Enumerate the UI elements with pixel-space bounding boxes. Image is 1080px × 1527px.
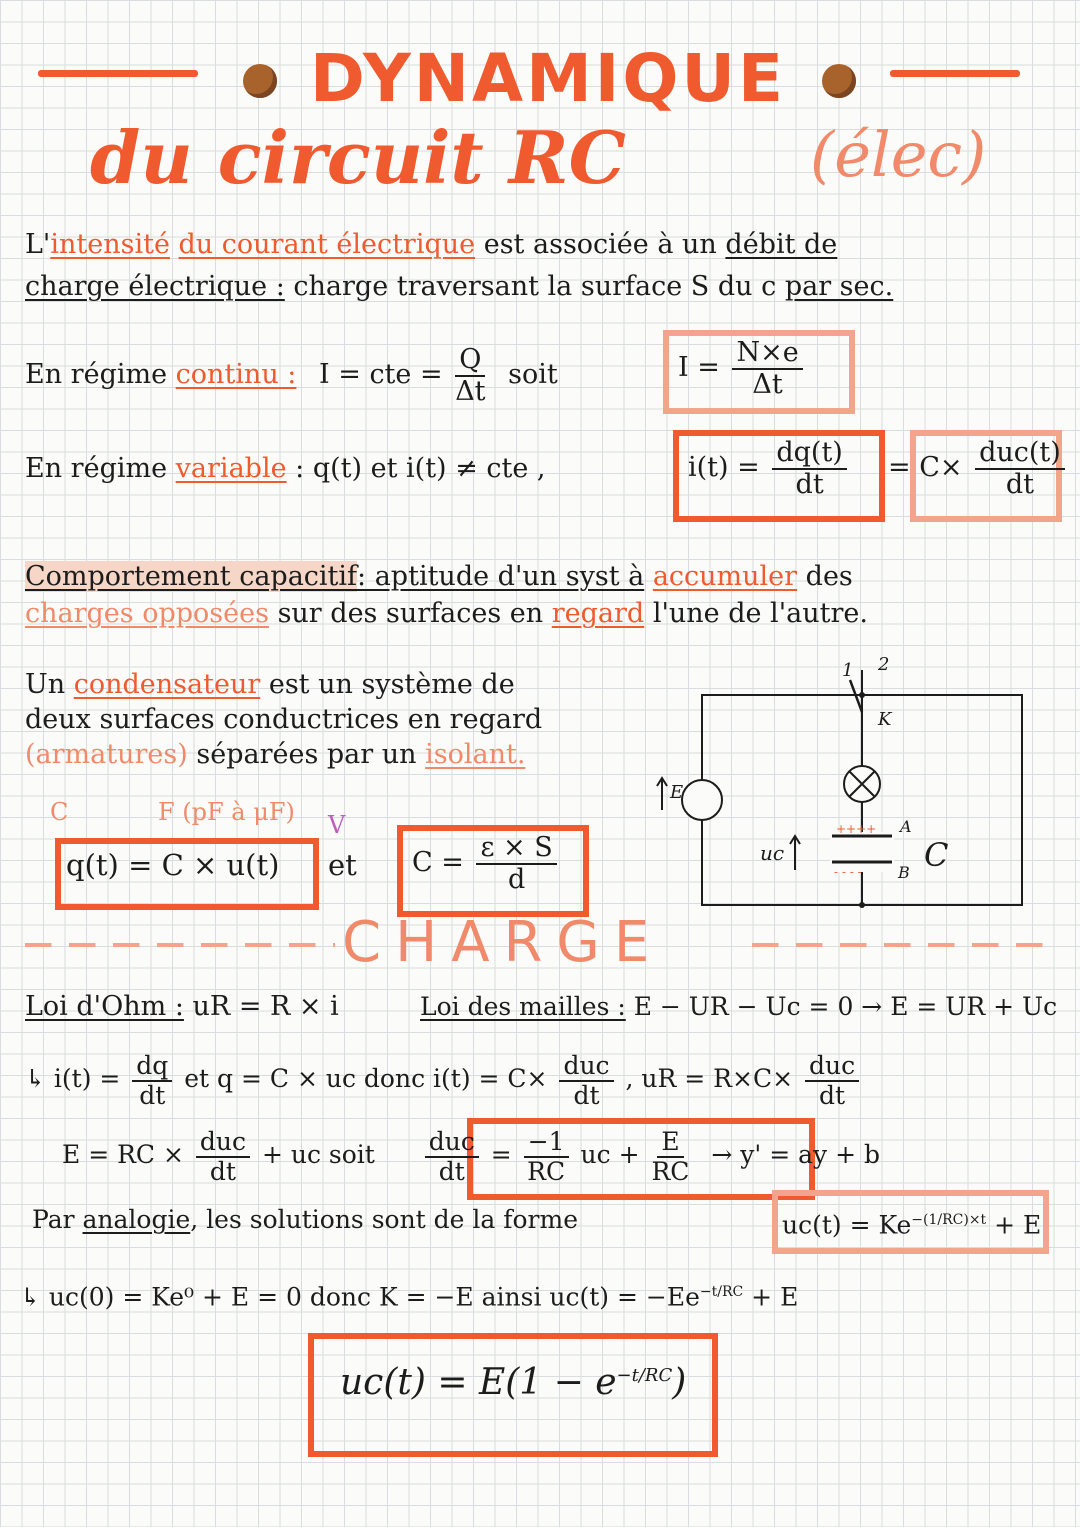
denominator: dt: [139, 1080, 166, 1110]
capacitif-line-1: [25, 560, 853, 594]
fraction: [132, 1052, 172, 1109]
term-charges: charges opposées: [25, 598, 269, 629]
numerator: dq(t): [772, 438, 847, 470]
text: sur des surfaces en: [277, 598, 544, 629]
fraction: [559, 1052, 613, 1109]
label: En régime: [25, 453, 168, 484]
lhs: = C×: [888, 452, 963, 484]
section-divider-left: [25, 943, 335, 947]
denominator: RC: [527, 1156, 566, 1186]
regime-continu: [25, 345, 558, 406]
denominator: RC: [651, 1156, 690, 1186]
formula-variable-2: [888, 438, 1069, 499]
intro-text: L': [25, 229, 51, 260]
denominator: dt: [438, 1156, 465, 1186]
numerator: N×e: [732, 338, 802, 370]
formula-et: et: [328, 848, 357, 882]
formula-q: q(t) = C × u(t): [66, 848, 280, 882]
uc-label: uc: [760, 841, 785, 865]
text: + E: [994, 1210, 1042, 1240]
annotation-c: C: [50, 798, 69, 826]
condensateur-line-1: [25, 668, 515, 702]
condensateur-line-3: [25, 738, 525, 772]
fraction: [425, 1128, 479, 1185]
formula: I = cte =: [318, 359, 443, 391]
plate-charges-minus: - - - -: [834, 865, 862, 879]
intro-line-2: [25, 270, 893, 304]
label: En régime: [25, 359, 168, 391]
term-analogie: analogie: [82, 1205, 191, 1234]
text: ↳ uc(0) = Ke⁰ + E = 0 donc K = −E ainsi uc(t) = −Ee: [20, 1282, 700, 1312]
fraction: [476, 833, 556, 894]
charge-line-4: [32, 1203, 578, 1237]
generator-label-e: E: [670, 782, 684, 803]
fraction: [975, 438, 1065, 499]
denominator: Δt: [752, 368, 783, 400]
denominator: dt: [795, 468, 824, 500]
rc-circuit-diagram: [620, 650, 1040, 920]
fraction: [651, 1128, 689, 1185]
solution-form: [782, 1203, 1041, 1242]
loi-mailles-label: Loi des mailles :: [420, 992, 626, 1021]
numerator: ε × S: [476, 833, 556, 865]
numerator: duc: [559, 1052, 613, 1082]
text: uc +: [580, 1140, 640, 1169]
fraction: [772, 438, 847, 499]
denominator: dt: [209, 1156, 236, 1186]
term-accumuler: accumuler: [652, 561, 798, 592]
regime-variable: [25, 452, 546, 486]
text: : aptitude d'un syst à: [357, 561, 645, 592]
annotation-unit: F (pF à μF): [158, 798, 295, 826]
text: des: [805, 561, 853, 592]
intro-text: est associée à un: [483, 229, 717, 260]
switch-label-1: 1: [842, 660, 854, 681]
lhs: i(t) =: [688, 452, 760, 484]
term-continu: continu :: [175, 359, 297, 391]
text: est un système de: [268, 669, 515, 700]
intro-text-persec: par sec.: [784, 271, 894, 302]
numerator: −1: [524, 1128, 569, 1158]
text: , les solutions sont de la forme: [190, 1205, 579, 1234]
fraction: [805, 1052, 859, 1109]
annotation-v: V: [328, 811, 346, 839]
loi-ohm-formula: uR = R × i: [192, 991, 339, 1022]
capacitor-label-c: C: [924, 836, 949, 874]
charge-line-5: [20, 1275, 798, 1314]
charge-line-3: [62, 1128, 880, 1185]
text: E = RC ×: [62, 1140, 184, 1169]
numerator: Q: [455, 345, 485, 377]
text: → y' = ay + b: [711, 1140, 880, 1169]
text: uc(t) = E(1 − e: [340, 1362, 617, 1403]
denominator: dt: [819, 1080, 846, 1110]
section-divider-right: [752, 943, 1052, 947]
page-subtitle: du circuit RC: [90, 115, 626, 200]
fraction: [524, 1128, 569, 1185]
intro-term-debit: débit de: [725, 229, 838, 260]
text: et q = C × uc donc i(t) = C×: [184, 1064, 548, 1093]
plate-label-a: A: [900, 817, 912, 836]
text: uc(t) = Ke: [782, 1210, 912, 1240]
lhs: C =: [412, 847, 464, 879]
text: l'une de l'autre.: [652, 598, 868, 629]
generator-symbol: [682, 780, 722, 820]
formula-variable: [688, 438, 851, 499]
plate-charges-plus: ++++: [836, 822, 877, 836]
title-rule-right: [890, 70, 1020, 77]
fraction: [455, 345, 485, 406]
capacitif-line-2: [25, 597, 868, 631]
switch-label-2: 2: [878, 654, 890, 675]
loi-ohm-label: Loi d'Ohm :: [25, 991, 184, 1022]
exponent: −(1/RC)×t: [911, 1212, 987, 1228]
term-capacitif: Comportement capacitif: [25, 561, 358, 592]
title-dot-right: [822, 64, 856, 98]
text: =: [490, 1140, 512, 1169]
text: + uc soit: [261, 1140, 375, 1169]
formula-c: [412, 833, 561, 894]
intro-term-charge: charge électrique :: [25, 271, 285, 302]
text: ): [672, 1362, 687, 1403]
page-title: DYNAMIQUE: [310, 40, 787, 117]
lhs: I =: [678, 352, 720, 384]
term-armatures: (armatures): [25, 739, 188, 770]
text: , uR = R×C×: [625, 1064, 794, 1093]
text: Par: [32, 1205, 75, 1234]
numerator: duc: [425, 1128, 479, 1158]
numerator: dq: [132, 1052, 172, 1082]
plate-label-b: B: [898, 863, 910, 882]
term-condensateur: condensateur: [73, 669, 261, 700]
denominator: dt: [573, 1080, 600, 1110]
loi-mailles-formula: E − UR − Uc = 0 → E = UR + Uc: [633, 992, 1058, 1021]
fraction: [732, 338, 802, 399]
fraction: [196, 1128, 250, 1185]
term-isolant: isolant.: [425, 739, 526, 770]
formula: : q(t) et i(t) ≠ cte ,: [295, 453, 546, 484]
charge-line-2: [25, 1052, 863, 1109]
node: [859, 902, 865, 908]
final-result: [340, 1362, 686, 1403]
numerator: E: [657, 1128, 683, 1158]
text: ↳ i(t) =: [25, 1064, 121, 1093]
charge-line-1b: [420, 990, 1057, 1024]
denominator: d: [507, 863, 526, 895]
charge-line-1: [25, 990, 339, 1024]
text: séparées par un: [196, 739, 417, 770]
switch-label-k: K: [878, 709, 892, 730]
section-heading-charge: CHARGE: [342, 910, 664, 975]
soit: soit: [508, 359, 558, 391]
condensateur-line-2: deux surfaces conductrices en regard: [25, 704, 543, 735]
text: + E: [751, 1282, 799, 1312]
title-dot-left: [243, 64, 277, 98]
term-variable: variable: [175, 453, 287, 484]
denominator: dt: [1005, 468, 1035, 500]
intro-term-intensite: intensité: [50, 229, 170, 260]
exponent: −t/RC: [616, 1365, 673, 1386]
intro-line-1: [25, 228, 837, 262]
title-rule-left: [38, 70, 198, 77]
numerator: duc(t): [975, 438, 1065, 470]
node: [859, 692, 865, 698]
intro-text: charge traversant la surface S du c: [293, 271, 777, 302]
formula-continu: [678, 338, 807, 399]
exponent: −t/RC: [699, 1284, 744, 1300]
numerator: duc: [805, 1052, 859, 1082]
numerator: duc: [196, 1128, 250, 1158]
term-regard: regard: [551, 598, 645, 629]
intro-term-courant: du courant électrique: [178, 229, 476, 260]
denominator: Δt: [455, 375, 486, 407]
text: Un: [25, 669, 66, 700]
page-subtitle-suffix: (élec): [810, 118, 987, 191]
